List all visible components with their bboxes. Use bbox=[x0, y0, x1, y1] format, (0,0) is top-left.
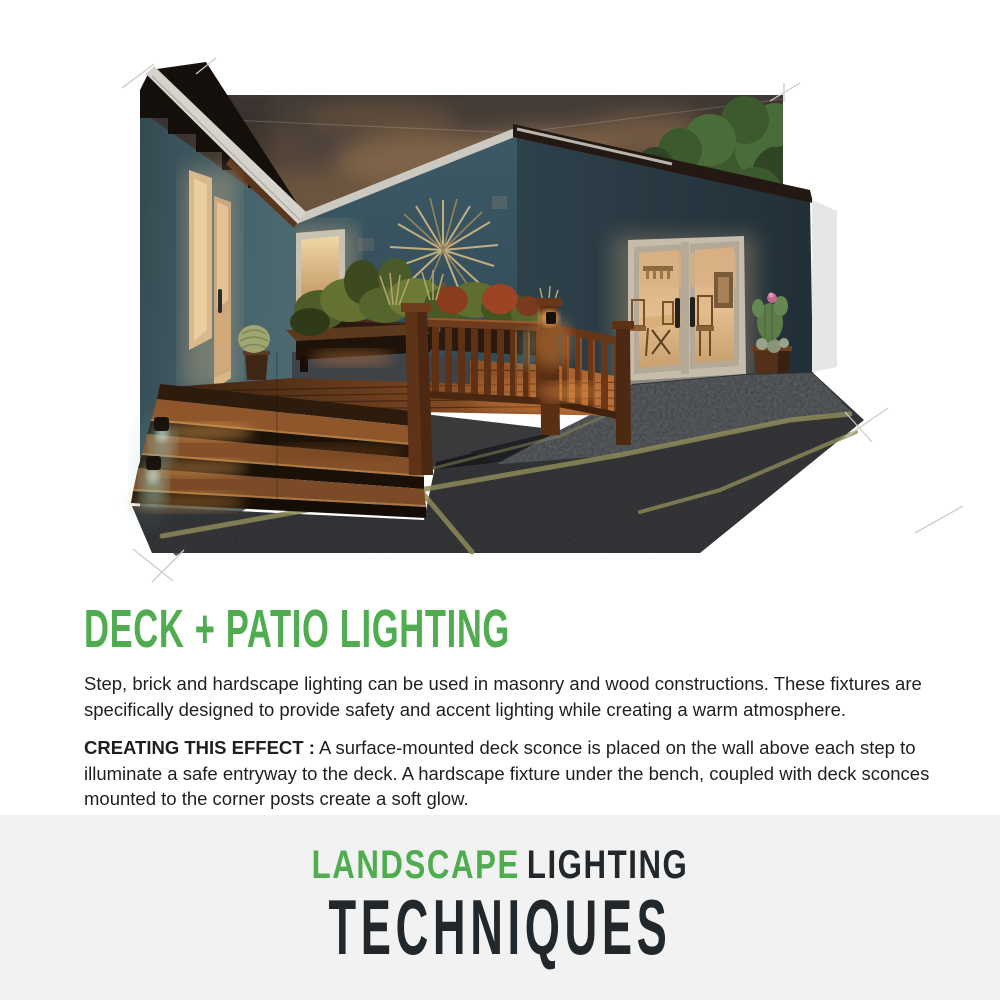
intro-paragraph: Step, brick and hardscape lighting can be used in masonry and wood constructions. These fixtures are specifically designed to provide safety and accent lighting while creating a warm atmosphere. bbox=[84, 673, 922, 720]
french-doors bbox=[612, 235, 757, 388]
copy-section bbox=[84, 599, 944, 825]
brand-lighting: LIGHTING bbox=[526, 843, 689, 887]
effect-label: CREATING THIS EFFECT : bbox=[84, 737, 315, 758]
brand-line-1 bbox=[110, 815, 890, 885]
brand-techniques: TECHNIQUES bbox=[328, 883, 672, 971]
hardscape-light-glow bbox=[310, 350, 394, 366]
lit-entry-door bbox=[214, 196, 231, 390]
effect-body: A surface-mounted deck sconce is placed on the wall above each step to illuminate a safe entryway to the deck. A hardscape fixture under the bench, coupled with deck sconces mounted to the corner posts create a soft glow. bbox=[84, 737, 930, 809]
gray-wall-panel bbox=[812, 200, 837, 372]
effect-paragraph bbox=[84, 735, 944, 812]
brand-footer bbox=[0, 815, 1000, 1000]
section-title: DECK + PATIO LIGHTING bbox=[84, 599, 510, 659]
brand-landscape: LANDSCAPE bbox=[311, 843, 520, 887]
